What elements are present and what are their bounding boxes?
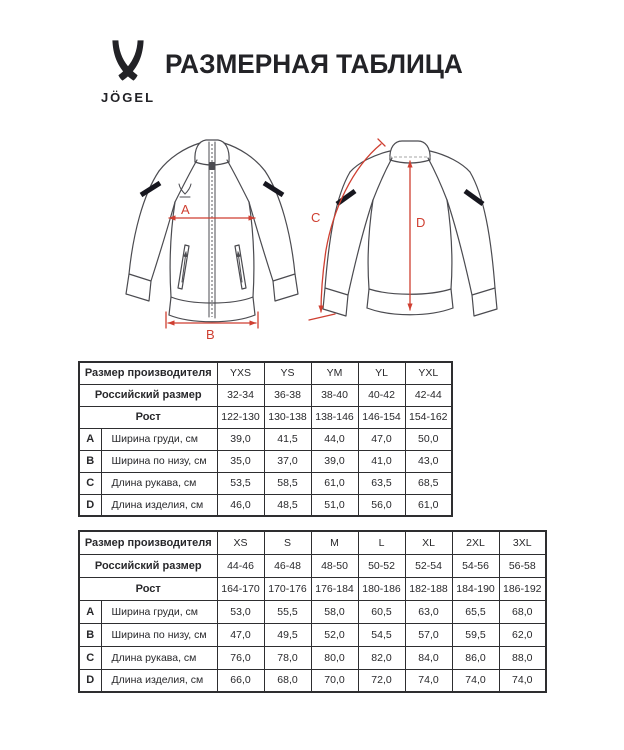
measure-name: Длина рукава, см xyxy=(101,646,217,669)
measure-value: 74,0 xyxy=(452,669,499,692)
russian-size-value: 54-56 xyxy=(452,554,499,577)
measure-value: 68,5 xyxy=(405,472,452,494)
manufacturer-size-value: YS xyxy=(264,362,311,384)
height-value: 122-130 xyxy=(217,406,264,428)
measure-value: 51,0 xyxy=(311,494,358,516)
measure-value: 63,5 xyxy=(358,472,405,494)
measure-value: 50,0 xyxy=(405,428,452,450)
measure-arrow-d xyxy=(410,161,425,310)
jacket-back-diagram xyxy=(305,138,550,343)
measure-value: 41,0 xyxy=(358,450,405,472)
measure-row-d xyxy=(79,494,452,516)
manufacturer-size-value: 3XL xyxy=(499,531,546,554)
measure-value: 76,0 xyxy=(217,646,264,669)
russian-size-value: 40-42 xyxy=(358,384,405,406)
measure-letter: B xyxy=(79,623,101,646)
measure-name: Длина рукава, см xyxy=(101,472,217,494)
russian-size-value: 56-58 xyxy=(499,554,546,577)
jacket-front-diagram xyxy=(85,138,320,343)
russian-size-value: 46-48 xyxy=(264,554,311,577)
measure-value: 72,0 xyxy=(358,669,405,692)
measure-value: 62,0 xyxy=(499,623,546,646)
measure-letter: A xyxy=(79,600,101,623)
measure-value: 74,0 xyxy=(499,669,546,692)
manufacturer-size-value: S xyxy=(264,531,311,554)
height-label: Рост xyxy=(79,577,217,600)
measure-value: 44,0 xyxy=(311,428,358,450)
measure-value: 56,0 xyxy=(358,494,405,516)
measure-letter: D xyxy=(79,669,101,692)
manufacturer-size-value: XL xyxy=(405,531,452,554)
measure-letter: C xyxy=(79,646,101,669)
manufacturer-size-label: Размер производителя xyxy=(79,362,217,384)
manufacturer-size-row xyxy=(79,531,546,554)
measure-label-a: A xyxy=(181,202,190,217)
manufacturer-size-value: XS xyxy=(217,531,264,554)
measure-label-d: D xyxy=(416,215,426,230)
measure-row-a xyxy=(79,428,452,450)
measure-row-d xyxy=(79,669,546,692)
height-value: 130-138 xyxy=(264,406,311,428)
measure-value: 53,5 xyxy=(217,472,264,494)
measure-name: Ширина по низу, см xyxy=(101,623,217,646)
height-value: 138-146 xyxy=(311,406,358,428)
measure-letter: B xyxy=(79,450,101,472)
measure-value: 70,0 xyxy=(311,669,358,692)
measure-value: 41,5 xyxy=(264,428,311,450)
measure-value: 61,0 xyxy=(311,472,358,494)
measure-name: Ширина по низу, см xyxy=(101,450,217,472)
measure-value: 58,5 xyxy=(264,472,311,494)
russian-size-value: 36-38 xyxy=(264,384,311,406)
measure-row-a xyxy=(79,600,546,623)
measure-letter: A xyxy=(79,428,101,450)
measure-letter: C xyxy=(79,472,101,494)
measure-value: 47,0 xyxy=(358,428,405,450)
manufacturer-size-value: YL xyxy=(358,362,405,384)
russian-size-row xyxy=(79,554,546,577)
measure-value: 88,0 xyxy=(499,646,546,669)
manufacturer-size-row xyxy=(79,362,452,384)
measure-name: Ширина груди, см xyxy=(101,428,217,450)
measure-value: 48,5 xyxy=(264,494,311,516)
height-value: 186-192 xyxy=(499,577,546,600)
measure-value: 57,0 xyxy=(405,623,452,646)
measure-name: Длина изделия, см xyxy=(101,494,217,516)
measure-value: 39,0 xyxy=(217,428,264,450)
manufacturer-size-value: M xyxy=(311,531,358,554)
page-title: РАЗМЕРНАЯ ТАБЛИЦА xyxy=(165,49,463,79)
russian-size-value: 50-52 xyxy=(358,554,405,577)
measure-value: 52,0 xyxy=(311,623,358,646)
zipper xyxy=(209,142,216,318)
height-row xyxy=(79,406,452,428)
size-table-adult xyxy=(78,530,547,693)
measure-value: 55,5 xyxy=(264,600,311,623)
russian-size-value: 32-34 xyxy=(217,384,264,406)
pockets xyxy=(178,245,246,289)
brand-name: JÖGEL xyxy=(100,90,156,105)
height-value: 146-154 xyxy=(358,406,405,428)
height-value: 176-184 xyxy=(311,577,358,600)
measure-value: 53,0 xyxy=(217,600,264,623)
manufacturer-size-value: L xyxy=(358,531,405,554)
measure-value: 59,5 xyxy=(452,623,499,646)
measure-value: 74,0 xyxy=(405,669,452,692)
manufacturer-size-value: YXS xyxy=(217,362,264,384)
measure-value: 68,0 xyxy=(499,600,546,623)
measure-row-c xyxy=(79,646,546,669)
measure-value: 49,5 xyxy=(264,623,311,646)
measure-value: 37,0 xyxy=(264,450,311,472)
height-label: Рост xyxy=(79,406,217,428)
jogel-logo-icon xyxy=(110,38,146,86)
measure-label-b: B xyxy=(206,327,215,342)
measure-value: 43,0 xyxy=(405,450,452,472)
measure-row-b xyxy=(79,623,546,646)
measure-value: 63,0 xyxy=(405,600,452,623)
measure-value: 80,0 xyxy=(311,646,358,669)
manufacturer-size-label: Размер производителя xyxy=(79,531,217,554)
russian-size-value: 44-46 xyxy=(217,554,264,577)
height-value: 154-162 xyxy=(405,406,452,428)
manufacturer-size-value: YM xyxy=(311,362,358,384)
measure-value: 66,0 xyxy=(217,669,264,692)
russian-size-value: 48-50 xyxy=(311,554,358,577)
measure-value: 65,5 xyxy=(452,600,499,623)
russian-size-label: Российский размер xyxy=(79,554,217,577)
height-row xyxy=(79,577,546,600)
measure-arrow-c xyxy=(309,139,385,320)
height-value: 182-188 xyxy=(405,577,452,600)
manufacturer-size-value: 2XL xyxy=(452,531,499,554)
size-table-youth xyxy=(78,361,453,517)
measure-name: Длина изделия, см xyxy=(101,669,217,692)
height-value: 170-176 xyxy=(264,577,311,600)
measure-value: 39,0 xyxy=(311,450,358,472)
measure-name: Ширина груди, см xyxy=(101,600,217,623)
russian-size-value: 38-40 xyxy=(311,384,358,406)
measure-value: 68,0 xyxy=(264,669,311,692)
measure-row-b xyxy=(79,450,452,472)
measure-letter: D xyxy=(79,494,101,516)
measure-value: 46,0 xyxy=(217,494,264,516)
measure-value: 60,5 xyxy=(358,600,405,623)
russian-size-row xyxy=(79,384,452,406)
measure-value: 54,5 xyxy=(358,623,405,646)
measure-label-c: C xyxy=(311,210,321,225)
measure-value: 35,0 xyxy=(217,450,264,472)
russian-size-value: 52-54 xyxy=(405,554,452,577)
measure-value: 61,0 xyxy=(405,494,452,516)
measure-value: 47,0 xyxy=(217,623,264,646)
height-value: 164-170 xyxy=(217,577,264,600)
measure-value: 86,0 xyxy=(452,646,499,669)
manufacturer-size-value: YXL xyxy=(405,362,452,384)
measure-value: 58,0 xyxy=(311,600,358,623)
measure-row-c xyxy=(79,472,452,494)
measure-value: 82,0 xyxy=(358,646,405,669)
russian-size-value: 42-44 xyxy=(405,384,452,406)
height-value: 184-190 xyxy=(452,577,499,600)
measure-value: 78,0 xyxy=(264,646,311,669)
russian-size-label: Российский размер xyxy=(79,384,217,406)
height-value: 180-186 xyxy=(358,577,405,600)
measure-value: 84,0 xyxy=(405,646,452,669)
